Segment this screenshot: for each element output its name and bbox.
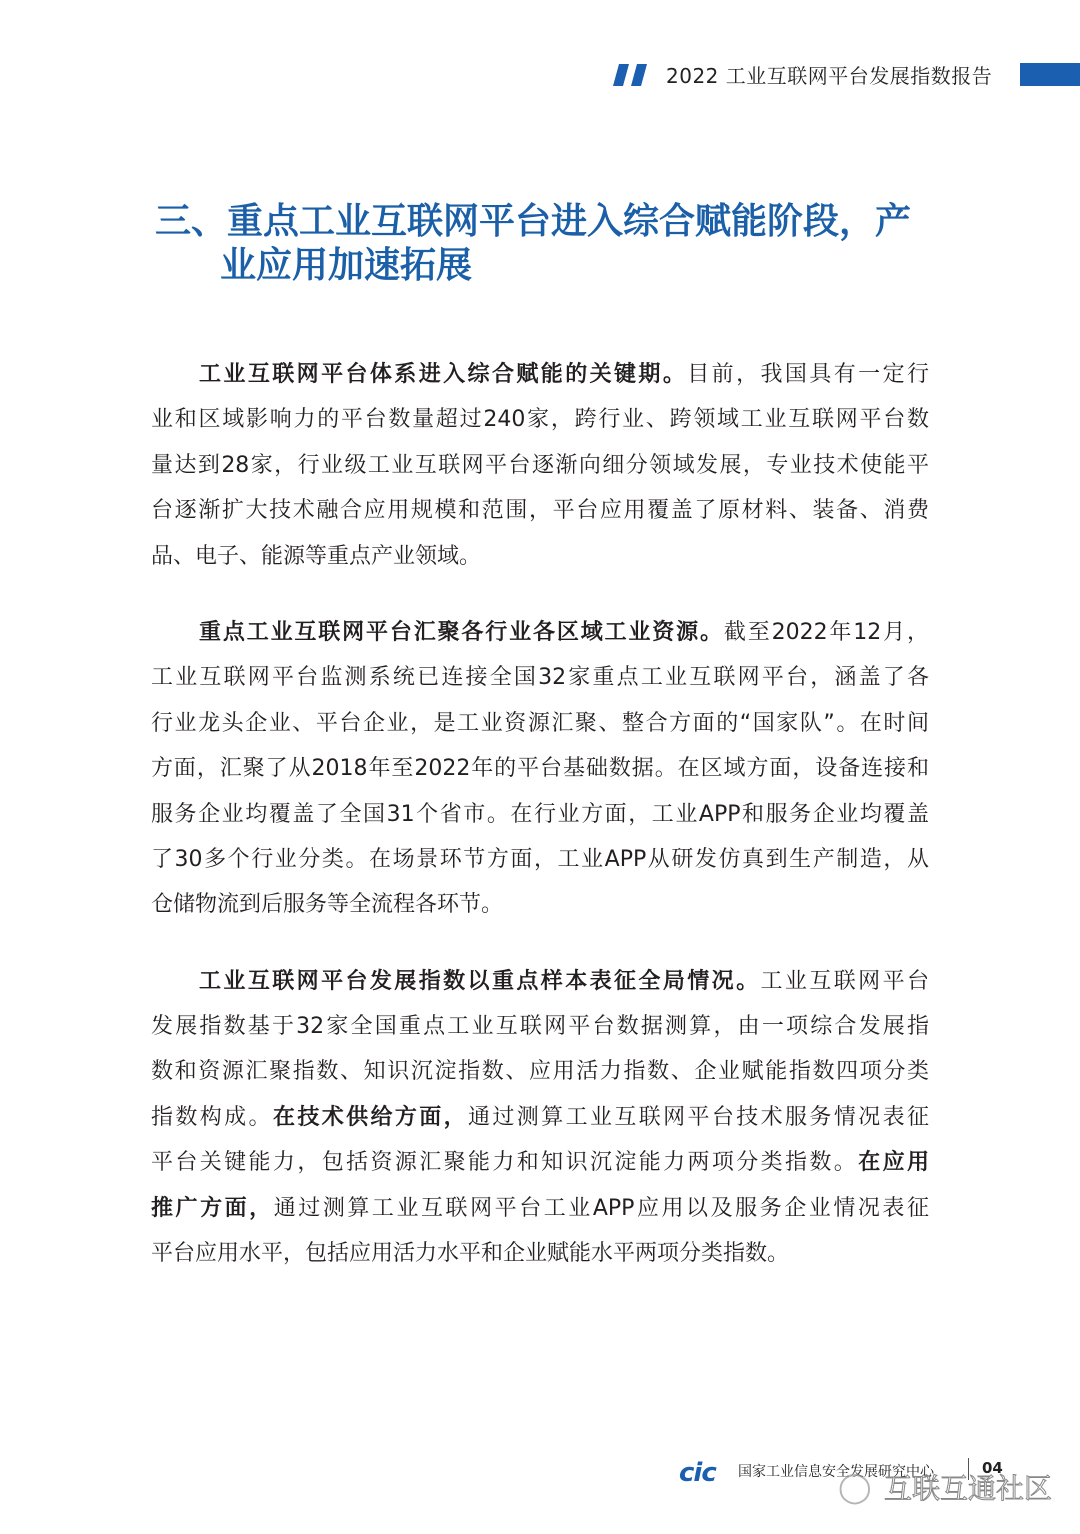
text-line xyxy=(151,534,929,579)
text-segment: 了30多个行业分类。在场景环节方面，工业APP从研发仿真到生产制造，从 xyxy=(151,846,929,872)
text-line xyxy=(151,1231,929,1276)
text-segment: 通过测算工业互联网平台工业APP应用以及服务企业情况表征 xyxy=(273,1195,929,1221)
body-text xyxy=(151,352,929,1307)
header-slash-icon xyxy=(613,64,649,86)
paragraph xyxy=(151,610,929,928)
bold-lead-text: 推广方面， xyxy=(151,1195,274,1221)
text-line xyxy=(151,610,929,655)
text-line xyxy=(151,443,929,488)
section-title xyxy=(155,200,945,288)
wechat-icon: ◯ xyxy=(838,1470,872,1505)
cic-logo: cic xyxy=(679,1458,716,1488)
text-segment: 品、电子、能源等重点产业领域。 xyxy=(151,543,482,569)
watermark: 互联互通社区 xyxy=(884,1472,1053,1505)
text-segment: 平台应用水平，包括应用活力水平和企业赋能水平两项分类指数。 xyxy=(151,1241,790,1267)
text-segment: 业和区域影响力的平台数量超过240家，跨行业、跨领域工业互联网平台数 xyxy=(151,407,929,433)
text-segment: 量达到28家，行业级工业互联网平台逐渐向细分领域发展，专业技术使能平 xyxy=(151,452,929,478)
text-segment: 方面，汇聚了从2018年至2022年的平台基础数据。在区域方面，设备连接和 xyxy=(151,756,929,782)
text-segment: 发展指数基于32家全国重点工业互联网平台数据测算，由一项综合发展指 xyxy=(151,1014,929,1040)
paragraph xyxy=(151,352,929,579)
text-line xyxy=(151,1004,929,1049)
text-segment: 台逐渐扩大技术融合应用规模和范围，平台应用覆盖了原材料、装备、消费 xyxy=(151,498,929,524)
text-segment: 目前，我国具有一定行 xyxy=(687,362,929,387)
text-line xyxy=(151,959,929,1004)
text-segment: 平台关键能力，包括资源汇聚能力和知识沉淀能力两项分类指数。 xyxy=(151,1150,859,1176)
text-line xyxy=(151,1140,929,1185)
text-line xyxy=(151,882,929,927)
text-segment: 工业互联网平台 xyxy=(760,968,929,994)
text-segment: 数和资源汇聚指数、知识沉淀指数、应用活力指数、企业赋能指数四项分类 xyxy=(151,1059,929,1085)
text-line xyxy=(151,1186,929,1231)
text-segment: 通过测算工业互联网平台技术服务情况表征 xyxy=(468,1104,929,1130)
text-line xyxy=(151,1095,929,1140)
page-number: 04 xyxy=(982,1459,1003,1477)
bold-lead-text: 在应用 xyxy=(858,1150,929,1176)
text-segment: 服务企业均覆盖了全国31个省市。在行业方面，工业APP和服务企业均覆盖 xyxy=(151,801,929,827)
text-line xyxy=(151,352,929,397)
text-line xyxy=(151,488,929,533)
section-title-line1: 三、重点工业互联网平台进入综合赋能阶段，产 xyxy=(155,201,912,242)
bold-lead-text: 工业互联网平台体系进入综合赋能的关键期。 xyxy=(199,362,688,387)
bold-lead-text: 重点工业互联网平台汇聚各行业各区域工业资源。 xyxy=(199,619,724,645)
footer-organization: 国家工业信息安全发展研究中心 xyxy=(738,1464,934,1480)
text-line xyxy=(151,837,929,882)
text-line xyxy=(151,746,929,791)
header-accent-bar xyxy=(1020,63,1080,86)
text-line xyxy=(151,397,929,442)
section-title-line2: 业应用加速拓展 xyxy=(220,245,473,286)
text-line xyxy=(151,655,929,700)
text-line xyxy=(151,701,929,746)
text-segment: 截至2022年12月， xyxy=(723,619,929,645)
text-segment: 行业龙头企业、平台企业，是工业资源汇聚、整合方面的“国家队”。在时间 xyxy=(151,710,929,736)
report-header-title: 2022 工业互联网平台发展指数报告 xyxy=(666,64,993,88)
bold-lead-text: 在技术供给方面， xyxy=(272,1104,469,1130)
paragraph xyxy=(151,959,929,1277)
bold-lead-text: 工业互联网平台发展指数以重点样本表征全局情况。 xyxy=(199,968,761,994)
text-segment: 指数构成。 xyxy=(151,1104,273,1130)
text-line xyxy=(151,792,929,837)
text-line xyxy=(151,1049,929,1094)
text-segment: 仓储物流到后服务等全流程各环节。 xyxy=(151,892,504,918)
text-segment: 工业互联网平台监测系统已连接全国32家重点工业互联网平台，涵盖了各 xyxy=(151,665,929,691)
